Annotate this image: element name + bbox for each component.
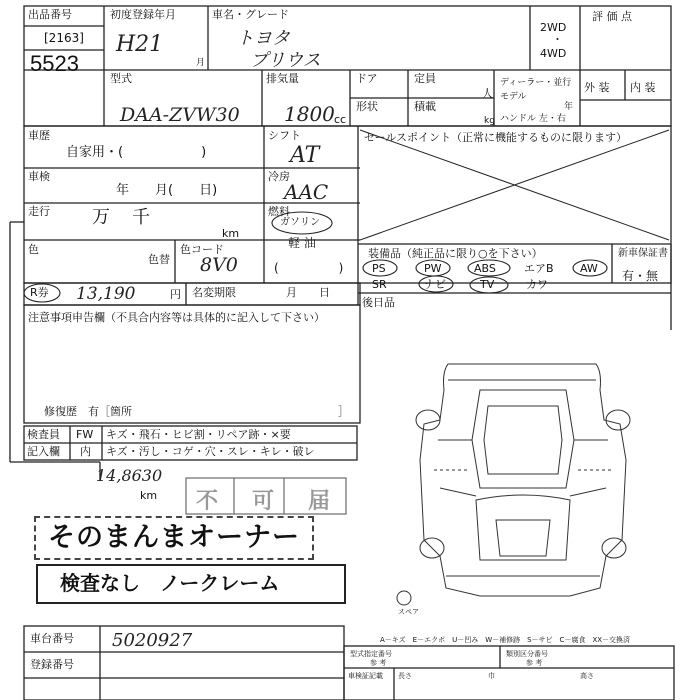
handwritten-km: km xyxy=(140,489,158,502)
equip-leather: カワ xyxy=(526,278,548,291)
month-unit: 月 xyxy=(196,58,206,68)
ac-value: AAC xyxy=(284,180,329,204)
warranty-value: 有・無 xyxy=(622,269,659,283)
equipment-label: 装備品（純正品に限り○を下さい） xyxy=(368,247,543,260)
lot-number-label: 出品番号 xyxy=(28,8,72,21)
fuel-paren: ( ) xyxy=(274,261,344,275)
color-label: 色 xyxy=(28,243,39,256)
defects-row2: キズ・汚し・コゲ・穴・スレ・キレ・破レ xyxy=(106,445,315,458)
door-label: ドア xyxy=(356,72,378,85)
height-label: 高さ xyxy=(580,672,594,680)
as-is-owner-stamp: そのまんまオーナー xyxy=(34,516,314,560)
inspector-label: 検査員 xyxy=(27,428,60,441)
history-label: 車歴 xyxy=(28,129,50,142)
first-registration-value: H21 xyxy=(116,32,164,57)
faded-stamp: 不 可 届 xyxy=(196,489,337,514)
model-designation-label: 型式指定番号 xyxy=(350,650,392,658)
spare-label: スペア xyxy=(398,608,419,616)
lot-number: 5523 xyxy=(30,51,79,76)
score-label: 評 価 点 xyxy=(592,10,632,23)
recycle-label: R券 xyxy=(30,286,49,299)
drive-2wd: 2WD xyxy=(540,21,567,34)
name-change-value: 月 日 xyxy=(286,286,330,299)
km-unit: km xyxy=(222,227,240,240)
inspection-value: 年 月( 日) xyxy=(116,183,218,198)
name-change-label: 名変期限 xyxy=(192,286,236,299)
history-value: 自家用・( ) xyxy=(66,145,207,160)
selling-points-label: セールスポイント（正常に機能するものに限ります） xyxy=(364,131,628,144)
yen-unit: 円 xyxy=(170,288,181,301)
recycle-value: 13,190 xyxy=(76,284,136,304)
entry-label: 記入欄 xyxy=(27,445,60,458)
repair-history-close: ］ xyxy=(338,405,349,418)
dealer-label: ディーラー・並行 xyxy=(500,78,572,88)
fuel-gasoline: ガソリン xyxy=(280,217,320,228)
car-name-label: 車名・グレード xyxy=(212,8,289,21)
load-label: 積載 xyxy=(414,100,436,113)
model-designation-sub: 参 考 xyxy=(370,659,387,667)
model-year-label: モデル xyxy=(500,92,527,102)
no-inspection-stamp: 検査なし ノークレーム xyxy=(60,571,280,595)
lot-bracket-number: [2163] xyxy=(44,31,84,45)
width-label: 巾 xyxy=(488,672,495,680)
first-registration-label: 初度登録年月 xyxy=(110,8,176,21)
load-unit: kg xyxy=(484,116,495,126)
fuel-diesel: 軽 油 xyxy=(288,236,316,250)
in-label: 内 xyxy=(80,445,91,458)
shift-label: シフト xyxy=(268,129,301,142)
defects-row1: キズ・飛石・ヒビ割・リペア跡・×要 xyxy=(106,428,291,441)
inspection-label: 車検 xyxy=(28,170,50,183)
handwritten-mileage: 14,8630 xyxy=(96,466,163,485)
equip-pw: PW xyxy=(424,262,442,275)
drive-dot: ・ xyxy=(552,33,563,46)
fw-label: FW xyxy=(76,428,94,441)
equip-tv: TV xyxy=(480,278,495,291)
shape-label: 形状 xyxy=(356,100,378,113)
equip-abs: ABS xyxy=(474,262,496,275)
model-year-unit: 年 xyxy=(564,102,574,112)
equip-airbag: エアB xyxy=(524,262,554,275)
capacity-label: 定員 xyxy=(414,72,436,85)
mileage-sen: 千 xyxy=(132,207,150,228)
equip-sr: SR xyxy=(372,278,387,291)
reg-number-label: 登録番号 xyxy=(30,658,74,671)
shift-value: AT xyxy=(290,143,320,168)
interior-label: 内 装 xyxy=(630,81,656,94)
repair-history-label: 修復歴 有［箇所 xyxy=(44,405,132,418)
rear-seat-label: 後日品 xyxy=(362,296,395,309)
category-label: 類別区分番号 xyxy=(506,650,548,658)
damage-legend: A－キズ E－エクボ U－凹み W－補修跡 S－サビ C－腐食 XX－交換済 xyxy=(380,636,631,644)
exterior-label: 外 装 xyxy=(584,81,610,94)
equip-ps: PS xyxy=(372,262,386,275)
displacement-label: 排気量 xyxy=(266,72,299,85)
color-change-label: 色替 xyxy=(148,253,170,266)
handle-label: ハンドル 左・右 xyxy=(500,114,566,124)
cc-unit: cc xyxy=(334,113,347,126)
mileage-man: 万 xyxy=(92,207,110,228)
chassis-label: 車台番号 xyxy=(30,632,74,645)
category-sub: 参 考 xyxy=(526,659,543,667)
model-value: DAA-ZVW30 xyxy=(120,104,240,126)
grade-value: プリウス xyxy=(250,50,321,71)
capacity-unit: 人 xyxy=(482,87,493,100)
dims-label: 車検証記載 xyxy=(348,672,383,680)
mileage-label: 走行 xyxy=(28,205,50,218)
equip-aw: AW xyxy=(580,262,598,275)
chassis-value: 5020927 xyxy=(112,630,193,651)
notes-label: 注意事項申告欄（不具合内容等は具体的に記入して下さい） xyxy=(28,311,325,324)
equip-navi: ナビ xyxy=(424,278,446,291)
car-name-value: トヨタ xyxy=(236,28,290,49)
ac-label: 冷房 xyxy=(268,170,290,183)
color-code-label: 色コード xyxy=(180,243,224,256)
displacement-value: 1800 xyxy=(284,102,335,126)
warranty-label: 新車保証書 xyxy=(618,248,668,259)
model-label: 型式 xyxy=(110,72,132,85)
drive-4wd: 4WD xyxy=(540,47,567,60)
fuel-label: 燃料 xyxy=(268,205,290,218)
length-label: 長さ xyxy=(398,672,412,680)
color-code-value: 8V0 xyxy=(200,254,238,276)
